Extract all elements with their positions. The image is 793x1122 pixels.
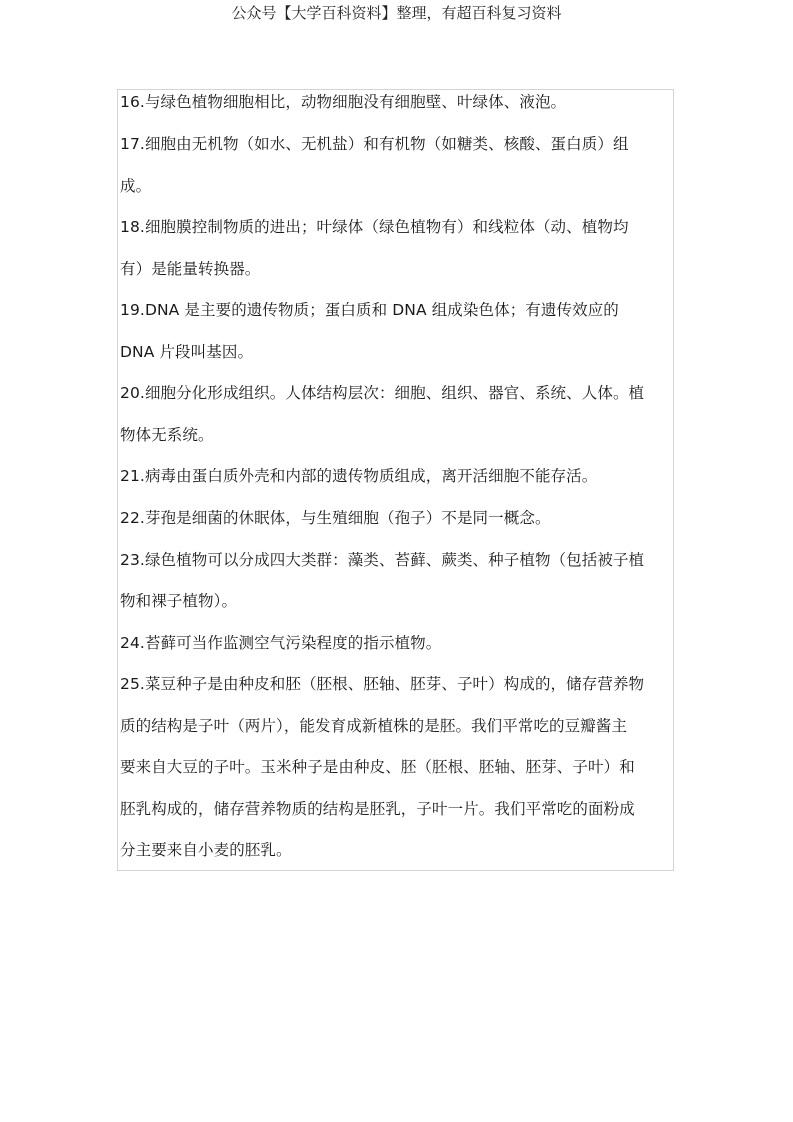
content-line: 分主要来自小麦的胚乳。 <box>120 841 292 859</box>
content-line: 物体无系统。 <box>120 426 214 444</box>
content-line: 19.DNA 是主要的遗传物质；蛋白质和 DNA 组成染色体；有遗传效应的 <box>120 301 619 319</box>
content-box <box>117 89 674 871</box>
content-line: DNA 片段叫基因。 <box>120 343 254 361</box>
content-line: 质的结构是子叶（两片），能发育成新植株的是胚。我们平常吃的豆瓣酱主 <box>120 717 628 735</box>
content-line: 17.细胞由无机物（如水、无机盐）和有机物（如糖类、核酸、蛋白质）组 <box>120 135 629 153</box>
content-line: 20.细胞分化形成组织。人体结构层次：细胞、组织、器官、系统、人体。植 <box>120 384 645 402</box>
content-line: 要来自大豆的子叶。玉米种子是由种皮、胚（胚根、胚轴、胚芽、子叶）和 <box>120 758 635 776</box>
page-header: 公众号【大学百科资料】整理，有超百科复习资料 <box>231 4 562 22</box>
content-line: 25.菜豆种子是由种皮和胚（胚根、胚轴、胚芽、子叶）构成的，储存营养物 <box>120 675 645 693</box>
content-line: 23.绿色植物可以分成四大类群：藻类、苔藓、蕨类、种子植物（包括被子植 <box>120 551 645 569</box>
content-line: 成。 <box>120 177 152 195</box>
content-line: 24.苔藓可当作监测空气污染程度的指示植物。 <box>120 634 442 652</box>
content-line: 18.细胞膜控制物质的进出；叶绿体（绿色植物有）和线粒体（动、植物均 <box>120 218 629 236</box>
content-line: 胚乳构成的，储存营养物质的结构是胚乳，子叶一片。我们平常吃的面粉成 <box>120 800 635 818</box>
content-line: 22.芽孢是细菌的休眠体，与生殖细胞（孢子）不是同一概念。 <box>120 509 551 527</box>
content-line: 16.与绿色植物细胞相比，动物细胞没有细胞壁、叶绿体、液泡。 <box>120 93 567 111</box>
content-line: 有）是能量转换器。 <box>120 260 261 278</box>
content-line: 物和裸子植物）。 <box>120 592 238 610</box>
content-line: 21.病毒由蛋白质外壳和内部的遗传物质组成，离开活细胞不能存活。 <box>120 467 598 485</box>
